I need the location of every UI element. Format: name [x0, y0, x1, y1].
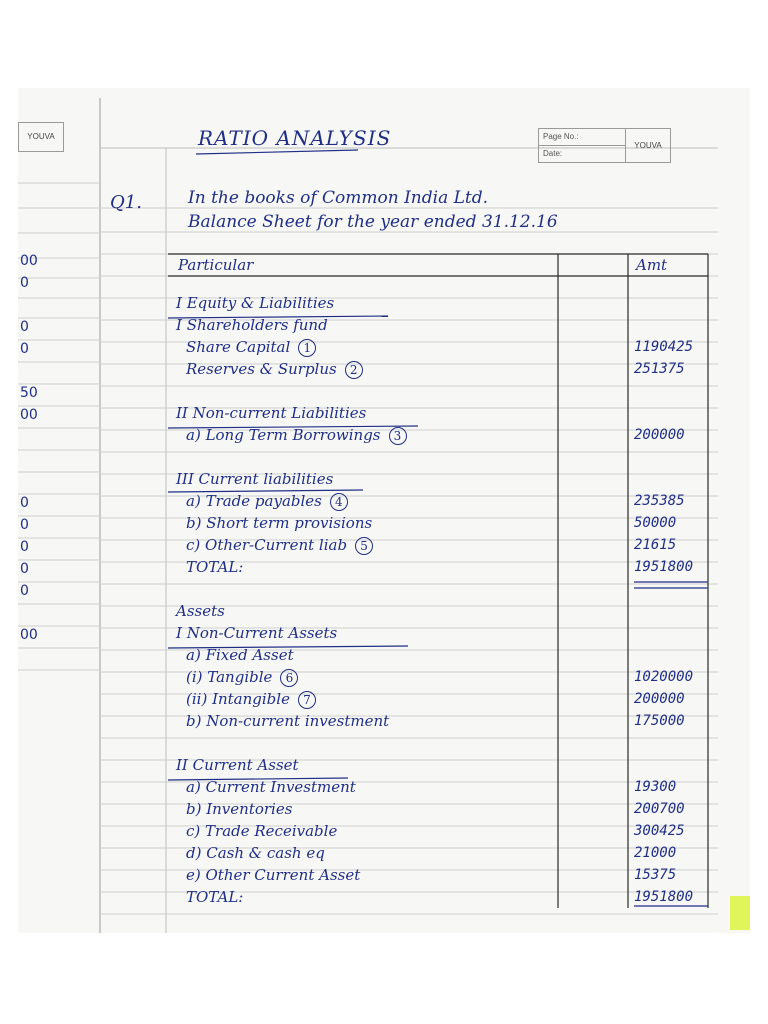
note-reference-circle: 7: [298, 691, 316, 709]
row-amount: 1020000: [634, 669, 694, 685]
row-amount: 15375: [634, 867, 677, 883]
row-amount: 251375: [634, 361, 685, 377]
row-amount: 200700: [634, 801, 685, 817]
row-amount: 21615: [634, 537, 677, 553]
row-label: b) Short term provisions: [186, 514, 373, 532]
row-amount: 50000: [634, 515, 677, 531]
row-label: Reserves & Surplus 2: [186, 360, 363, 379]
margin-number: 0: [20, 583, 29, 599]
margin-number: 0: [20, 341, 29, 357]
sticky-tab: [730, 896, 750, 930]
brand-logo: YOUVA: [625, 128, 671, 163]
row-label: Share Capital 1: [186, 338, 316, 357]
margin-number: 0: [20, 275, 29, 291]
row-amount: 200000: [634, 691, 685, 707]
row-label: a) Current Investment: [186, 778, 356, 796]
row-label: a) Fixed Asset: [186, 646, 294, 664]
row-amount: 235385: [634, 493, 685, 509]
note-reference-circle: 6: [280, 669, 298, 687]
margin-number: 0: [20, 517, 29, 533]
row-label: b) Non-current investment: [186, 712, 390, 730]
row-label: II Current Asset: [176, 756, 299, 774]
row-label: I Equity & Liabilities: [176, 294, 335, 312]
margin-number: 0: [20, 495, 29, 511]
notebook-page: [18, 88, 750, 933]
margin-number: 0: [20, 561, 29, 577]
question-line-2: Balance Sheet for the year ended 31.12.16: [188, 212, 558, 232]
row-amount: 175000: [634, 713, 685, 729]
row-amount: 300425: [634, 823, 685, 839]
row-amount: 200000: [634, 427, 685, 443]
margin-number: 0: [20, 539, 29, 555]
page-title: RATIO ANALYSIS: [198, 126, 392, 150]
row-label: III Current liabilities: [176, 470, 334, 488]
row-amount: 1951800: [634, 889, 694, 905]
row-label: (i) Tangible 6: [186, 668, 298, 687]
note-reference-circle: 1: [298, 339, 316, 357]
row-label: a) Trade payables 4: [186, 492, 348, 511]
margin-number: 00: [20, 407, 38, 423]
row-label: TOTAL:: [186, 558, 244, 576]
note-reference-circle: 2: [345, 361, 363, 379]
row-label: TOTAL:: [186, 888, 244, 906]
row-label: c) Trade Receivable: [186, 822, 338, 840]
left-brand-logo: YOUVA: [18, 122, 64, 152]
row-amount: 1190425: [634, 339, 694, 355]
question-number: Q1.: [110, 192, 142, 213]
margin-number: 00: [20, 253, 38, 269]
column-header-particular: Particular: [178, 256, 254, 274]
row-amount: 1951800: [634, 559, 694, 575]
row-label: a) Long Term Borrowings 3: [186, 426, 407, 445]
row-amount: 21000: [634, 845, 677, 861]
row-label: d) Cash & cash eq: [186, 844, 325, 862]
row-label: Assets: [176, 602, 225, 620]
question-line-1: In the books of Common India Ltd.: [188, 188, 489, 208]
row-label: (ii) Intangible 7: [186, 690, 316, 709]
margin-number: 00: [20, 627, 38, 643]
note-reference-circle: 3: [389, 427, 407, 445]
row-label: II Non-current Liabilities: [176, 404, 367, 422]
note-reference-circle: 5: [355, 537, 373, 555]
date-box: Date:: [538, 145, 626, 163]
row-label: e) Other Current Asset: [186, 866, 361, 884]
column-header-amt: Amt: [636, 256, 668, 274]
margin-number: 50: [20, 385, 38, 401]
note-reference-circle: 4: [330, 493, 348, 511]
row-amount: 19300: [634, 779, 677, 795]
row-label: I Shareholders fund: [176, 316, 328, 334]
margin-number: 0: [20, 319, 29, 335]
row-label: c) Other-Current liab 5: [186, 536, 373, 555]
row-label: I Non-Current Assets: [176, 624, 338, 642]
row-label: b) Inventories: [186, 800, 293, 818]
page-no-box: Page No.:: [538, 128, 626, 146]
